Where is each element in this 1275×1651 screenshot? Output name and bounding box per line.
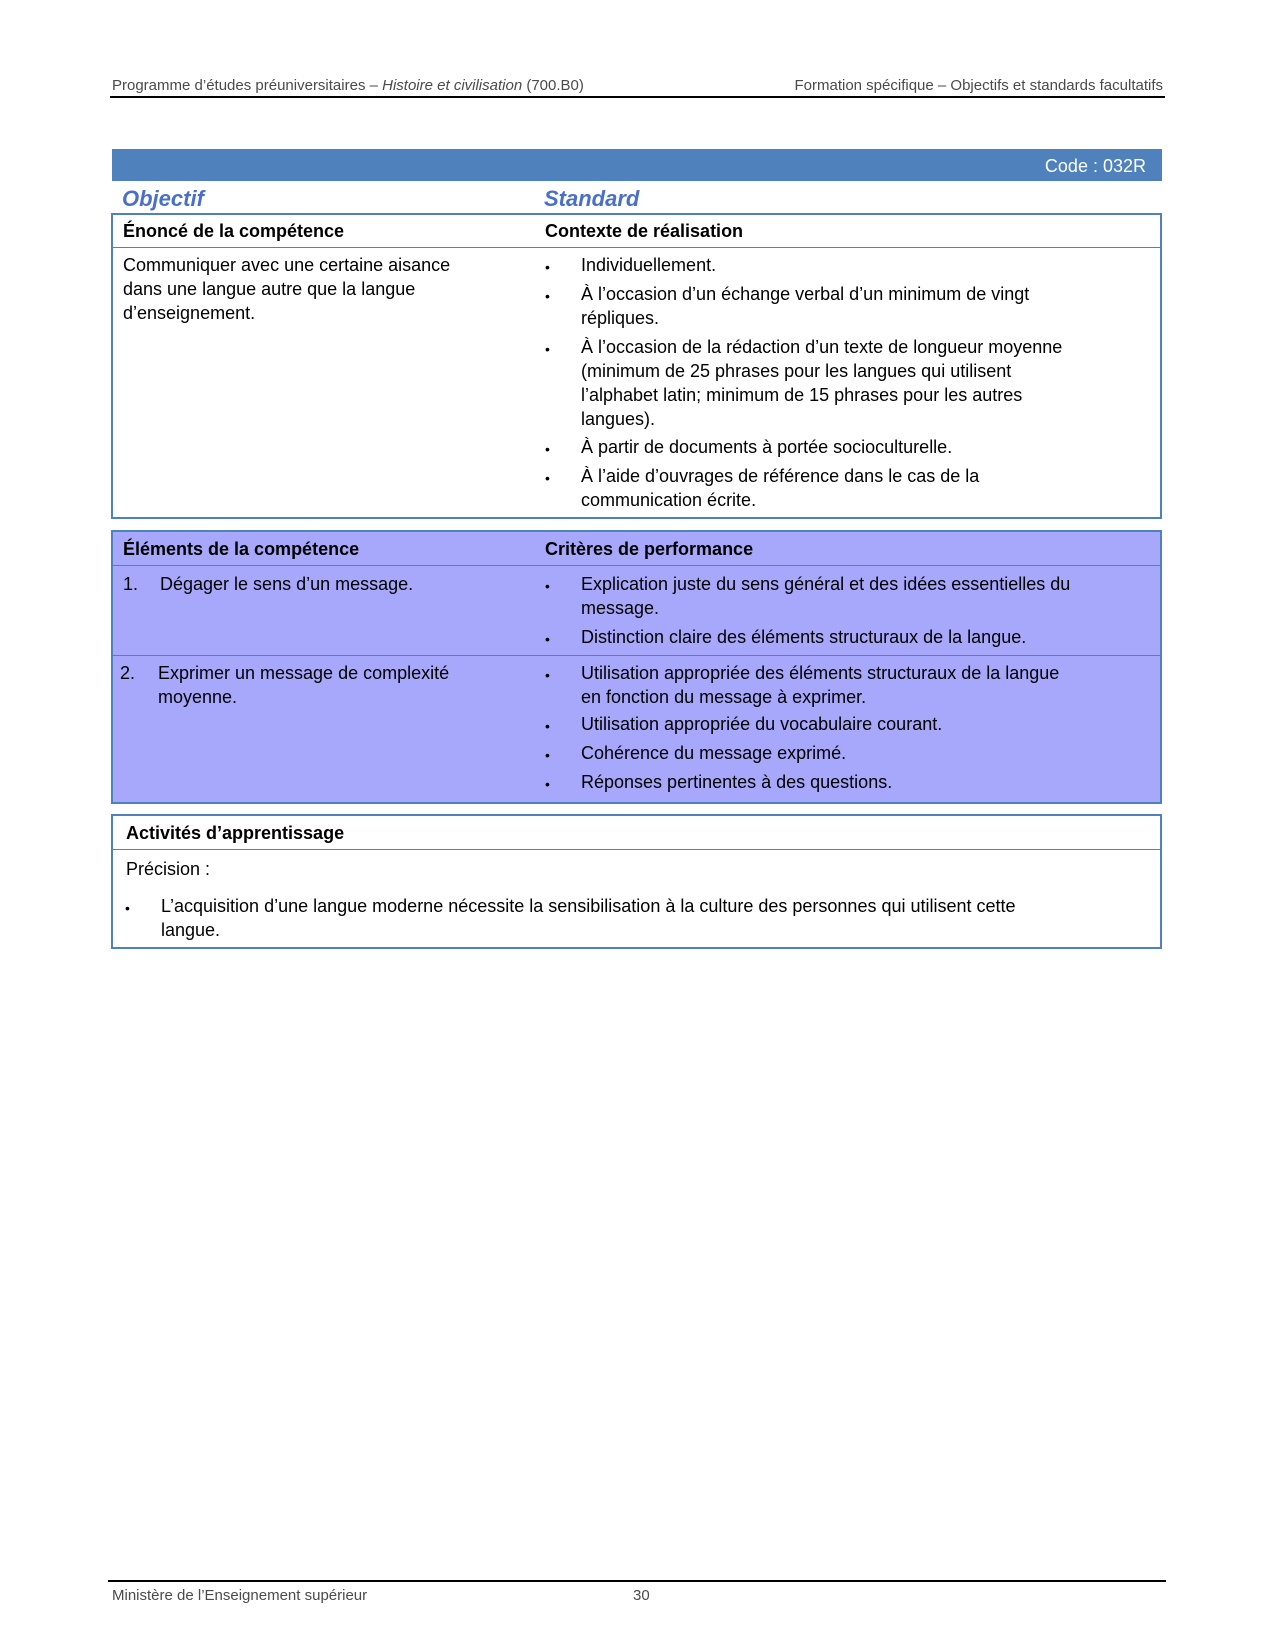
page-header-right: Formation spécifique – Objectifs et standards facultatifs (794, 77, 1163, 94)
footer-rule (108, 1580, 1166, 1582)
competence-statement: Communiquer avec une certaine aisance dans une langue autre que la langue d’enseignement. (123, 255, 451, 323)
bullet-icon: • (545, 631, 550, 647)
bullet-icon: • (545, 259, 550, 275)
learning-activities-table: Activités d’apprentissage Précision : • L’acquisition d’une langue moderne nécessite la sensibilisation à la culture des personnes qui utilisent cette langue. (111, 814, 1162, 949)
element-number: 2. (120, 663, 136, 683)
bullet-icon: • (545, 441, 550, 457)
objectif-title: Objectif (122, 186, 204, 211)
competence-table: Énoncé de la compétence Contexte de réalisation Communiquer avec une certaine aisance dans une langue autre que la langue d’enseignement. • Individuellement. • À l’occasion d’un échange verbal d’un minimum de vingt répliques. • À l’occasion de la rédaction d’un texte de longueur moyenne (minimum de 25 phrases pour les langues qui utilisent l’alphabet latin; minimum de 15 phrases pour les autres langues). • À partir de documents à portée socioculturelle. • À l’aide d’ouvrages de référence dans le cas de la communication écrite. (111, 213, 1162, 519)
col-header-elements: Éléments de la compétence (123, 539, 360, 559)
activities-header: Activités d’apprentissage (126, 823, 345, 843)
page-number: 30 (633, 1587, 650, 1604)
table-divider (113, 565, 1160, 566)
bullet-icon: • (545, 288, 550, 304)
performance-table: Éléments de la compétence Critères de performance 1. Dégager le sens d’un message. • Explication juste du sens général et des idées essentielles du message. • Distinction claire des éléments structuraux de la langue. 2. Exprimer un message de complexité moyenne. • Utilisation appropriée des éléments structuraux de la langue en fonction du message à exprimer. • Utilisation appropriée du vocabulaire courant. • Cohérence du message exprimé. • Réponses pertinentes à des questions. (111, 530, 1162, 804)
bullet-icon: • (125, 900, 130, 916)
bullet-icon: • (545, 667, 550, 683)
header-rule (110, 96, 1165, 98)
bullet-icon: • (545, 776, 550, 792)
bullet-icon: • (545, 747, 550, 763)
element-text: Dégager le sens d’un message. (160, 574, 414, 594)
col-header-statement: Énoncé de la compétence (123, 221, 345, 241)
code-bar (112, 149, 1162, 181)
bullet-icon: • (545, 341, 550, 357)
element-text: Exprimer un message de complexité moyenne. (158, 663, 450, 707)
code-label: Code : 032R (1044, 156, 1146, 176)
row-divider (113, 655, 1160, 656)
page-header-left: Programme d’études préuniversitaires – Histoire et civilisation (700.B0) (112, 77, 584, 94)
element-number: 1. (123, 574, 139, 594)
bullet-icon: • (545, 578, 550, 594)
standard-title: Standard (544, 186, 640, 211)
table-divider (113, 849, 1160, 850)
col-header-context: Contexte de réalisation (545, 221, 744, 241)
table-divider (113, 247, 1160, 248)
precision-label: Précision : (126, 859, 211, 879)
col-header-criteria: Critères de performance (545, 539, 754, 559)
bullet-icon: • (545, 470, 550, 486)
bullet-icon: • (545, 718, 550, 734)
footer-ministry: Ministère de l’Enseignement supérieur (112, 1587, 368, 1604)
